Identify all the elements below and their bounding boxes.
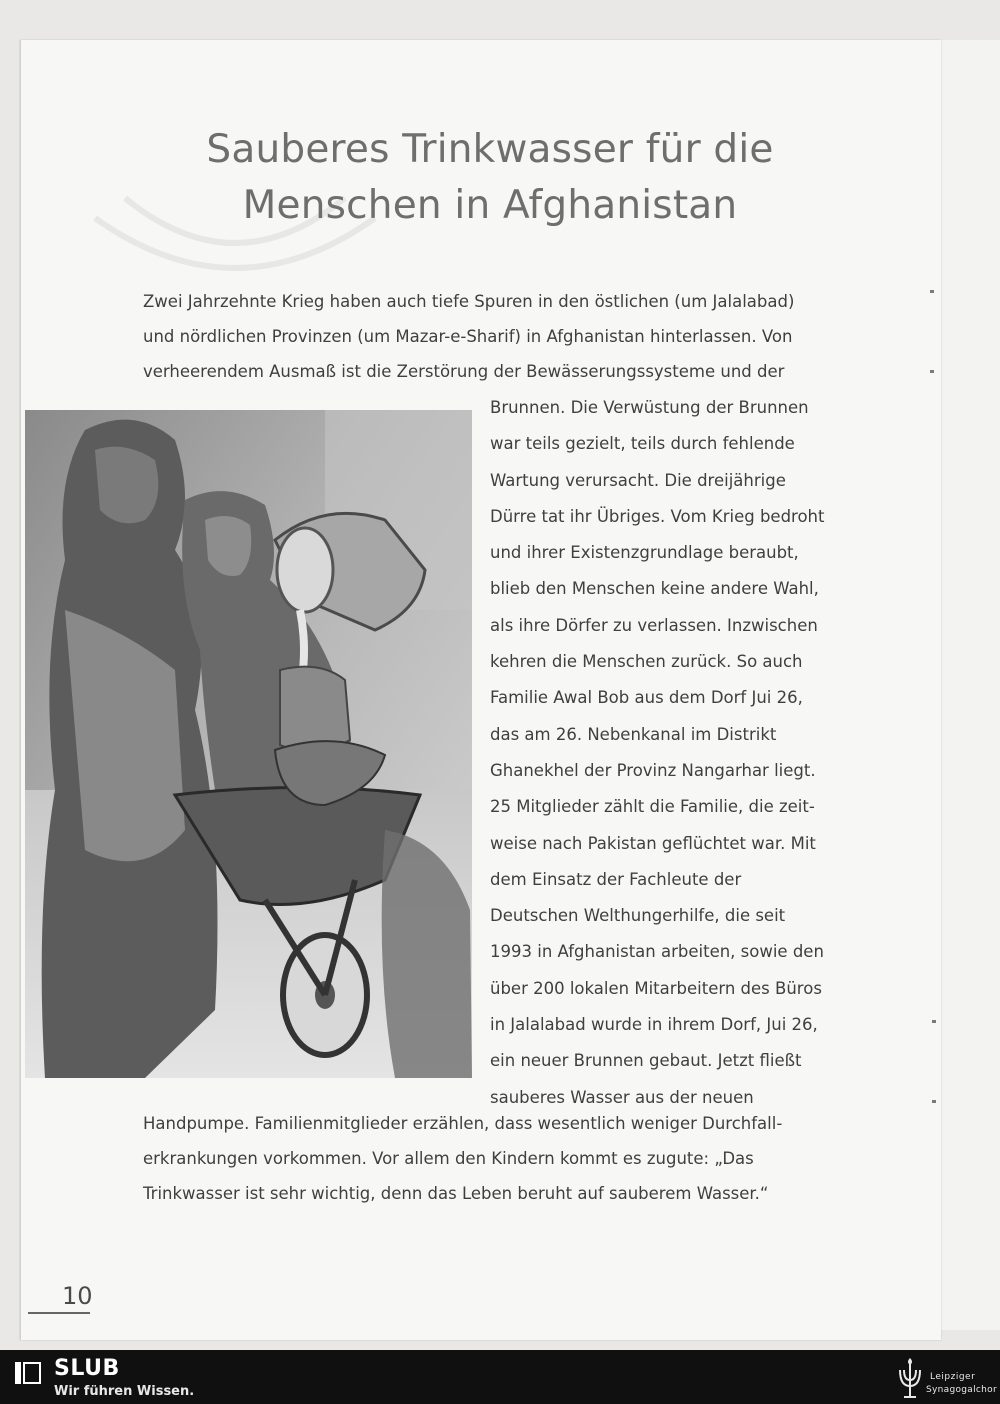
photo-children-water-icon: [25, 410, 472, 1078]
text-line: blieb den Menschen keine andere Wahl,: [490, 579, 819, 599]
binding-mark: [930, 290, 934, 293]
text-line: und nördlichen Provinzen (um Mazar-e-Sharif) in Afghanistan hinterlassen. Von: [143, 327, 793, 346]
title-line: Sauberes Trinkwasser für die: [206, 127, 774, 172]
text-line: weise nach Pakistan geflüchtet war. Mit: [490, 833, 816, 853]
article-title: [120, 122, 860, 234]
text-line: kehren die Menschen zurück. So auch: [490, 652, 803, 672]
intro-paragraph: [143, 284, 843, 389]
next-page-edge: [934, 40, 1000, 1330]
text-line: Trinkwasser ist sehr wichtig, denn das Leben beruht auf sauberem Wasser.“: [143, 1184, 769, 1203]
text-line: war teils gezielt, teils durch fehlende: [490, 434, 795, 454]
binding-mark: [932, 1100, 936, 1103]
text-line: Wartung verursacht. Die dreijährige: [490, 470, 786, 490]
text-line: sauberes Wasser aus der neuen: [490, 1087, 754, 1107]
text-line: Familie Awal Bob aus dem Dorf Jui 26,: [490, 688, 803, 708]
text-line: Dürre tat ihr Übriges. Vom Krieg bedroht: [490, 506, 825, 526]
text-line: in Jalalabad wurde in ihrem Dorf, Jui 26,: [490, 1015, 818, 1035]
text-line: Ghanekhel der Provinz Nangarhar liegt.: [490, 760, 816, 780]
text-line: verheerendem Ausmaß ist die Zerstörung der Bewässerungssysteme und der: [143, 362, 785, 381]
text-line: ein neuer Brunnen gebaut. Jetzt fließt: [490, 1051, 802, 1071]
slub-book-icon: [13, 1358, 43, 1388]
binding-mark: [932, 1020, 936, 1023]
text-line: Zwei Jahrzehnte Krieg haben auch tiefe Spuren in den östlichen (um Jalalabad): [143, 292, 795, 311]
text-line: Handpumpe. Familienmitglieder erzählen, dass wesentlich weniger Durchfall-: [143, 1114, 783, 1133]
slub-brand: SLUB: [54, 1356, 120, 1381]
text-line: 25 Mitglieder zählt die Familie, die zeit-: [490, 797, 815, 817]
binding-mark: [930, 370, 934, 373]
text-line: und ihrer Existenzgrundlage beraubt,: [490, 543, 799, 563]
menorah-logo-icon: [897, 1356, 923, 1400]
text-line: das am 26. Nebenkanal im Distrikt: [490, 724, 777, 744]
text-line: 1993 in Afghanistan arbeiten, sowie den: [490, 942, 824, 962]
page-number: 10: [62, 1282, 93, 1310]
column-paragraph: [490, 390, 850, 1116]
text-line: Deutschen Welthungerhilfe, die seit: [490, 906, 786, 926]
text-line: Brunnen. Die Verwüstung der Brunnen: [490, 398, 809, 417]
title-line: Menschen in Afghanistan: [242, 183, 738, 228]
slub-tagline: Wir führen Wissen.: [54, 1384, 195, 1399]
text-line: dem Einsatz der Fachleute der: [490, 869, 742, 889]
partner-name-line1: Leipziger: [930, 1372, 976, 1382]
text-line: als ihre Dörfer zu verlassen. Inzwischen: [490, 615, 818, 635]
page-number-rule: [28, 1312, 90, 1314]
closing-paragraph: [143, 1106, 843, 1211]
partner-name-line2: Synagogalchor: [926, 1385, 997, 1395]
text-line: erkrankungen vorkommen. Vor allem den Kindern kommt es zugute: „Das: [143, 1149, 754, 1168]
text-line: über 200 lokalen Mitarbeitern des Büros: [490, 978, 822, 998]
